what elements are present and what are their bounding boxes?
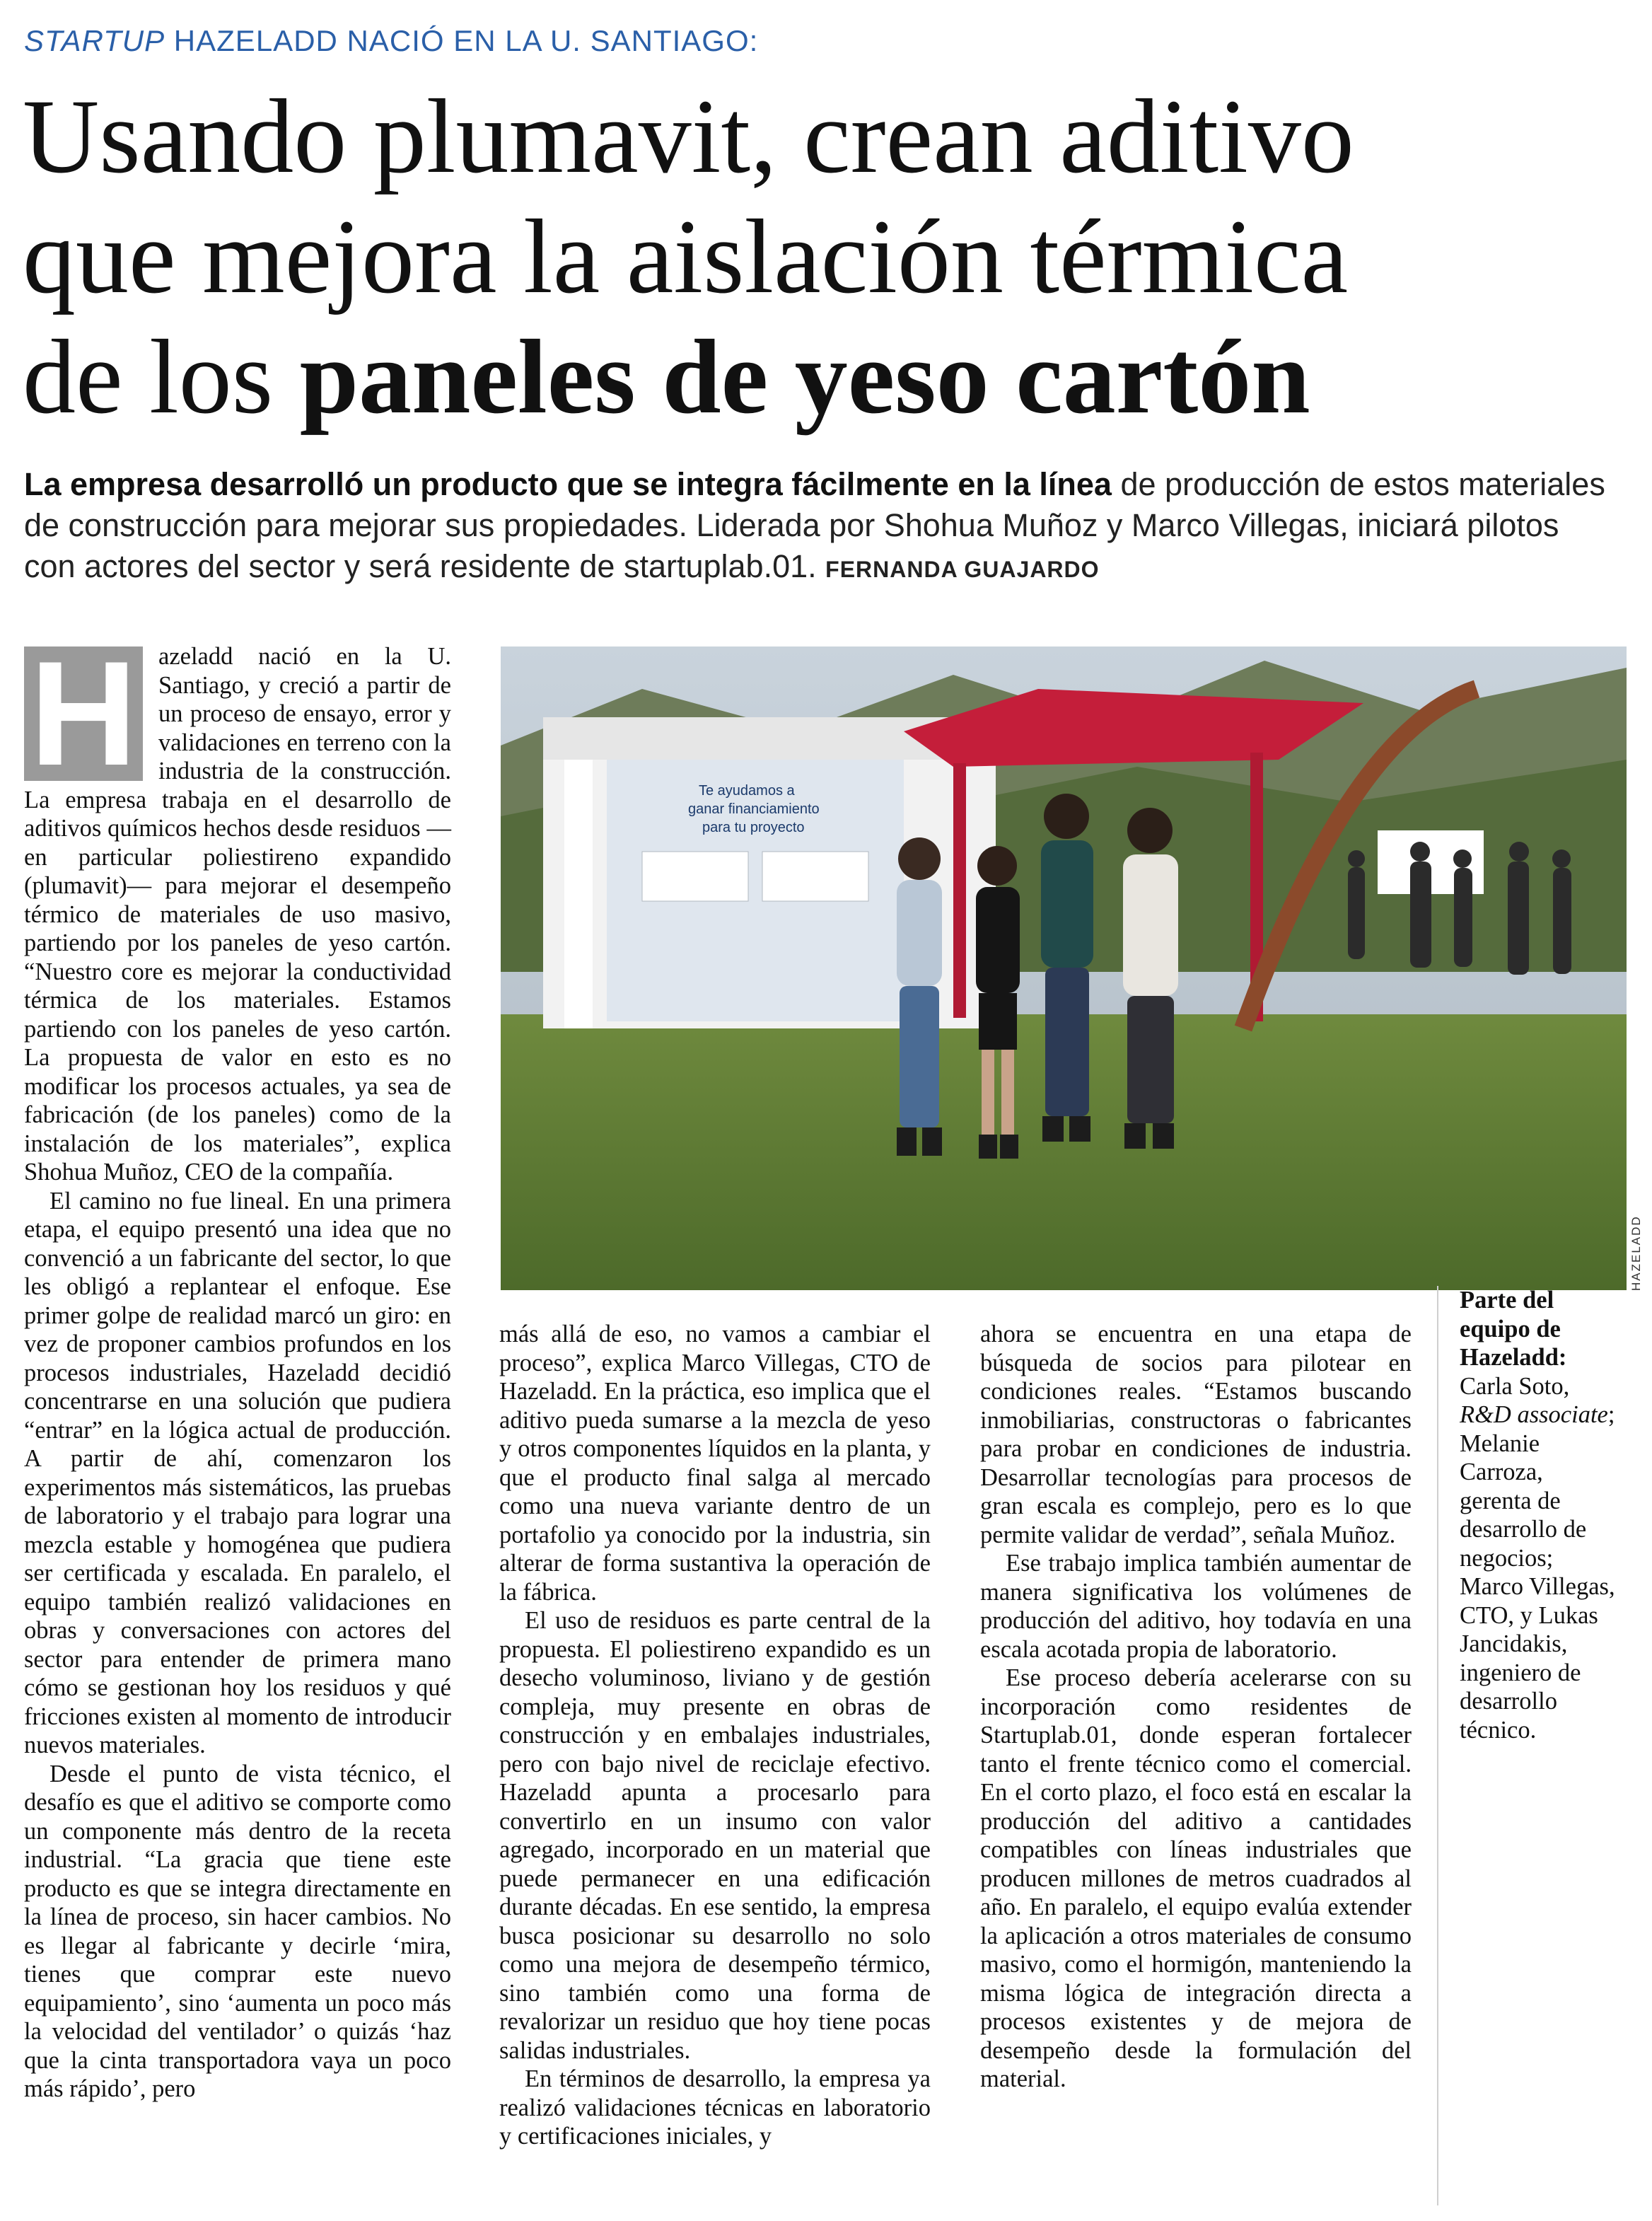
byline: FERNANDA GUAJARDO [825,557,1100,582]
caption-title: Parte del equipo de Hazeladd: [1460,1287,1567,1371]
booth-text-3: para tu proyecto [702,820,805,835]
article-paragraph: ahora se encuentra en una etapa de búsqueda de socios para pilotear en condiciones reales. “Estamos buscando inmobiliarias, constructoras o fabricantes para probar en condiciones de industria. Desarrollar tecnologías para procesos de gran escala es complejo, pero es lo que permite validar de verdad”, señala Muñoz. [980,1321,1412,1548]
article-column-2 [499,1320,931,2151]
article-paragraph: El uso de residuos es parte central de la propuesta. El poliestireno expandido es un desecho voluminoso, liviano y de gestión compleja, muy presente en obras de construcción y en embalajes industriales, pero con bajo nivel de reciclaje efectivo. Hazeladd apunta a procesarlo para convertirlo en un insumo con valor agregado, incorporado en un material que puede permanecer en una edificación durante décadas. En ese sentido, la empresa busca posicionar su desarrollo no solo como una mejora de desempeño térmico, sino también como una forma de revalorizar un residuo que hoy tiene pocas salidas industriales. [499,1607,931,2064]
article-paragraph: En términos de desarrollo, la empresa ya realizó validaciones técnicas en laboratorio y certificaciones iniciales, y [499,2065,931,2150]
article-column-3 [980,1320,1412,2094]
kicker-rest: HAZELADD NACIÓ EN LA U. SANTIAGO: [165,24,759,57]
headline-line-3 [23,317,1628,437]
article-paragraph: Desde el punto de vista técnico, el desafío es que el aditivo se comporte como un componente más dentro de la receta industrial. “La gracia que tiene este producto es que se integra directamente en la línea de proceso, sin hacer cambios. No es llegar al fabricante y decirle ‘mira, tienes que comprar este nuevo equipamiento’, sino ‘aumenta un poco más la velocidad del ventilador’ o quizás ‘haz que la cinta transportadora vaya un poco más rápido’, pero [24,1760,451,2102]
photo-credit: HAZELADD [1629,1215,1643,1291]
photo-caption [1460,1286,1615,1744]
caption-text-a: Carla Soto, [1460,1372,1570,1400]
headline-line-3-regular: de los [23,318,300,436]
article-paragraph: azeladd nació en la U. Santiago, y creció a partir de un proceso de ensayo, error y validaciones en terreno con la industria de la construcción. La empresa trabaja en el desarrollo de aditivos químicos hechos desde residuos —en particular poliestireno expandido (plumavit)— para mejorar el desempeño térmico de materiales de uso masivo, partiendo por los paneles de yeso cartón. “Nuestro core es mejorar la conductividad térmica de los materiales. Estamos partiendo con los paneles de yeso cartón. La propuesta de valor en esto es no modificar los procesos actuales, ya sea de fabricación (de los paneles) como de la instalación de los materiales”, explica Shohua Muñoz, CEO de la compañía. [24,643,451,1185]
drop-cap: H [24,646,143,781]
deck-rest: de producción de estos materiales de construcción para mejorar sus propiedades. Liderada por Shohua Muñoz y Marco Villegas, iniciará pilotos con actores del sector y será residente de startuplab.01. [24,466,1605,584]
article-paragraph: más allá de eso, no vamos a cambiar el proceso”, explica Marco Villegas, CTO de Hazeladd. En la práctica, eso implica que el aditivo pueda sumarse a la mezcla de yeso y otros componentes líquidos en la planta, y que el producto final salga al mercado como una nueva variante dentro de un portafolio ya conocido por la industria, sin alterar de forma sustantiva la operación de la fábrica. [499,1321,931,1606]
headline-line-2: que mejora la aislación térmica [23,198,1349,315]
headline-line-3-bold: paneles de yeso cartón [299,318,1310,436]
caption-text-italic: R&D associate [1460,1401,1608,1428]
deck [24,464,1615,590]
article-paragraph: Ese proceso debería acelerarse con su incorporación como residentes de Startuplab.01, donde esperan fortalecer tanto el frente técnico como el comercial. En el corto plazo, el foco está en escalar la producción del aditivo a cantidades compatibles con líneas industriales que producen millones de metros cuadrados al año. En paralelo, el equipo evalúa extender la aplicación a otros materiales de consumo masivo, como el hormigón, manteniendo la misma lógica de integración directa a procesos existentes y de mejora de desempeño desde la formulación del material. [980,1664,1412,2092]
article-paragraph: Ese trabajo implica también aumentar de manera significativa los volúmenes de producción del aditivo, hoy todavía en una escala acotada propia de laboratorio. [980,1550,1412,1663]
article-photo [501,646,1627,1290]
kicker-italic: STARTUP [24,24,165,57]
headline-line-1: Usando plumavit, crean aditivo [23,78,1354,195]
article-column-1 [24,630,451,2104]
kicker [24,24,758,58]
booth-text-2: ganar financiamiento [688,801,820,817]
photo-illustration [501,646,1627,1290]
caption-divider [1437,1286,1438,2205]
article-paragraph: El camino no fue lineal. En una primera etapa, el equipo presentó una idea que no convenció a un fabricante del sector, lo que les obligó a replantear el enfoque. Ese primer golpe de realidad marcó un giro: en vez de proponer cambios profundos en los procesos industriales, Hazeladd decidió concentrarse en una solución que pudiera “entrar” en la lógica actual de producción. A partir de ahí, comenzaron los experimentos más sistemáticos, las pruebas de laboratorio y el trabajo para lograr una mezcla estable y homogénea que pudiera ser certificada y escalada. En paralelo, el equipo también realizó validaciones en obras y conversaciones con actores del sector para entender de primera mano cómo se gestionan hoy los residuos y qué fricciones existen al momento de introducir nuevos materiales. [24,1187,451,1758]
caption-text-b: ; Melanie Carroza, gerenta de desarrollo de negocios; Marco Villegas, CTO, y Lukas Jancidakis, ingeniero de desarrollo técnico. [1460,1401,1615,1744]
booth-text-1: Te ayudamos a [699,783,795,799]
deck-bold: La empresa desarrolló un producto que se integra fácilmente en la línea [24,466,1112,502]
headline [23,76,1628,437]
